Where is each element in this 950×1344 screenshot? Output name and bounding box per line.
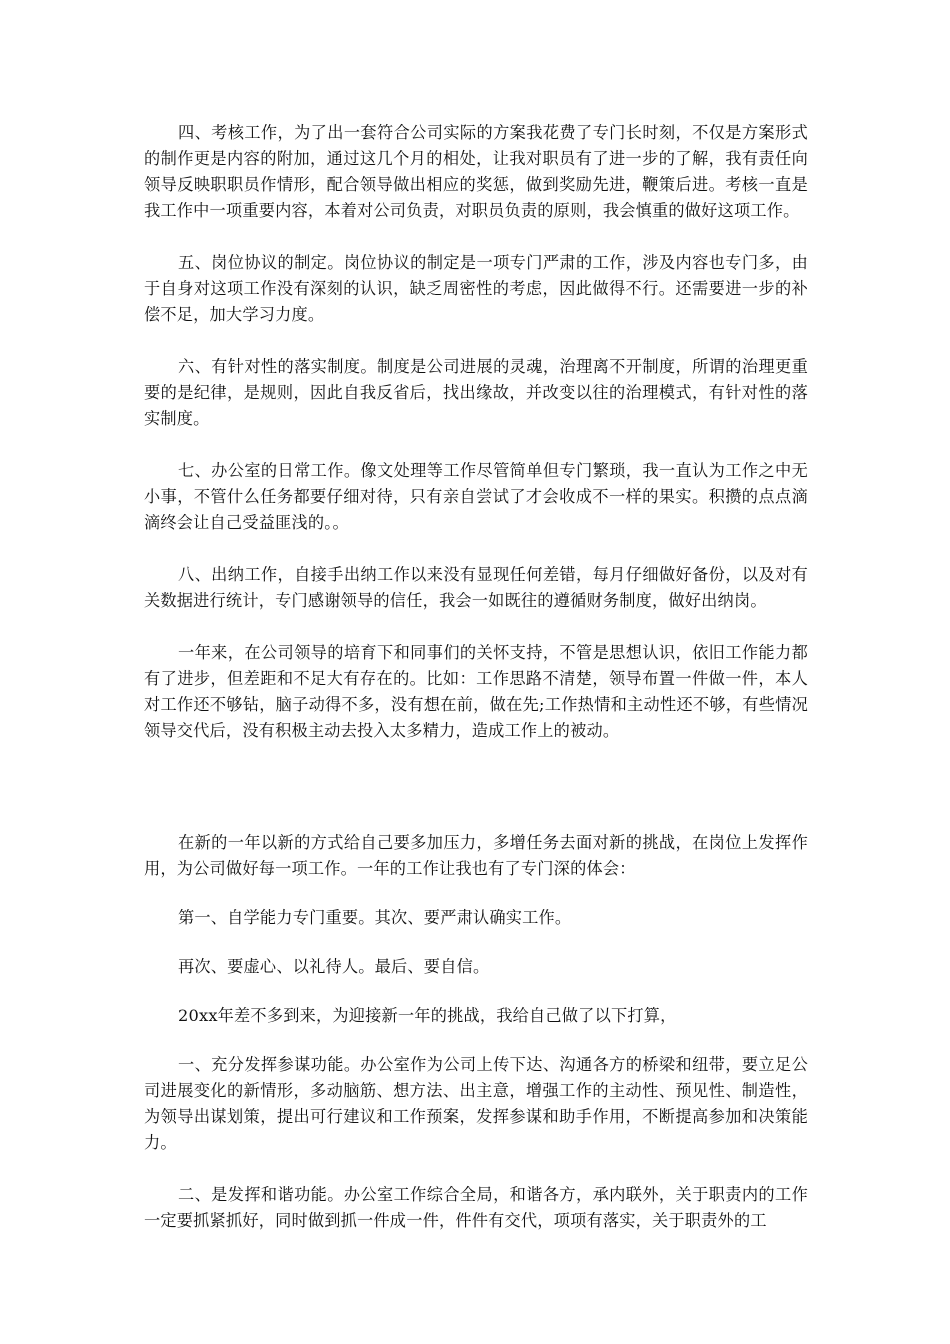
paragraph-spacer xyxy=(144,931,808,954)
paragraph-office-routine: 七、办公室的日常工作。像文处理等工作尽管简单但专门繁琐，我一直认为工作之中无小事，不管什么任务都要仔细对待，只有亲自尝试了才会收成不一样的果实。积攒的点点滴滴终会让自己受益匪浅的。。 xyxy=(144,461,808,532)
paragraph-lesson-1: 第一、自学能力专门重要。其次、要严肃认确实工作。 xyxy=(178,908,572,927)
paragraph-spacer xyxy=(144,882,808,905)
paragraph-year-review: 一年来，在公司领导的培育下和同事们的关怀支持，不管是思想认识，依旧工作能力都有了进步，但差距和不足大有存在的。比如：工作思路不清楚，领导布置一件做一件，本人对工作还不够钻，脑子动得不多，没有想在前，做在先;工作热情和主动性还不够，有些情况领导交代后，没有积极主动去投入太多精力，造成工作上的被动。 xyxy=(144,643,808,740)
paragraph-lesson-2: 再次、要虚心、以礼待人。最后、要自信。 xyxy=(178,957,490,976)
paragraph-spacer xyxy=(144,1029,808,1052)
paragraph-plan-2: 二、是发挥和谐功能。办公室工作综合全局，和谐各方，承内联外，关于职责内的工作一定要抓紧抓好，同时做到抓一件成一件，件件有交代，项项有落实，关于职责外的工 xyxy=(144,1185,808,1230)
paragraph-assessment: 四、考核工作，为了出一套符合公司实际的方案我花费了专门长时刻，不仅是方案形式的制作更是内容的附加，通过这几个月的相处，让我对职员有了进一步的了解，我有责任向领导反映职职员作情形，配合领导做出相应的奖惩，做到奖励先进，鞭策后进。考核一直是我工作中一项重要内容，本着对公司负责，对职员负责的原则，我会慎重的做好这项工作。 xyxy=(144,123,808,220)
paragraph-policy: 六、有针对性的落实制度。制度是公司进展的灵魂，治理离不开制度，所谓的治理更重要的是纪律，是规则，因此自我反省后，找出缘故，并改变以往的治理模式，有针对性的落实制度。 xyxy=(144,357,808,428)
paragraph-spacer xyxy=(144,224,808,250)
paragraph-spacer xyxy=(144,1156,808,1182)
paragraph-new-year: 在新的一年以新的方式给自己要多加压力，多增任务去面对新的挑战，在岗位上发挥作用，为公司做好每一项工作。一年的工作让我也有了专门深的体会： xyxy=(144,833,808,878)
paragraph-plan-intro: 20xx年差不多到来，为迎接新一年的挑战，我给自己做了以下打算， xyxy=(178,1006,677,1025)
paragraph-spacer xyxy=(144,432,808,458)
paragraph-plan-1: 一、充分发挥参谋功能。办公室作为公司上传下达、沟通各方的桥梁和纽带，要立足公司进展变化的新情形，多动脑筋、想方法、出主意，增强工作的主动性、预见性、制造性，为领导出谋划策，提出可行建议和工作预案，发挥参谋和助手作用，不断提高参加和决策能力。 xyxy=(144,1055,808,1152)
paragraph-spacer xyxy=(144,980,808,1003)
paragraph-cashier: 八、出纳工作，自接手出纳工作以来没有显现任何差错，每月仔细做好备份，以及对有关数据进行统计，专门感谢领导的信任，我会一如既往的遵循财务制度，做好出纳岗。 xyxy=(144,565,808,610)
paragraph-job-agreement: 五、岗位协议的制定。岗位协议的制定是一项专门严肃的工作，涉及内容也专门多，由于自身对这项工作没有深刻的认识，缺乏周密性的考虑，因此做得不行。还需要进一步的补偿不足，加大学习力度。 xyxy=(144,253,808,324)
paragraph-spacer xyxy=(144,614,808,640)
section-spacer xyxy=(144,744,808,830)
paragraph-spacer xyxy=(144,328,808,354)
paragraph-spacer xyxy=(144,536,808,562)
document-body xyxy=(144,120,808,1234)
